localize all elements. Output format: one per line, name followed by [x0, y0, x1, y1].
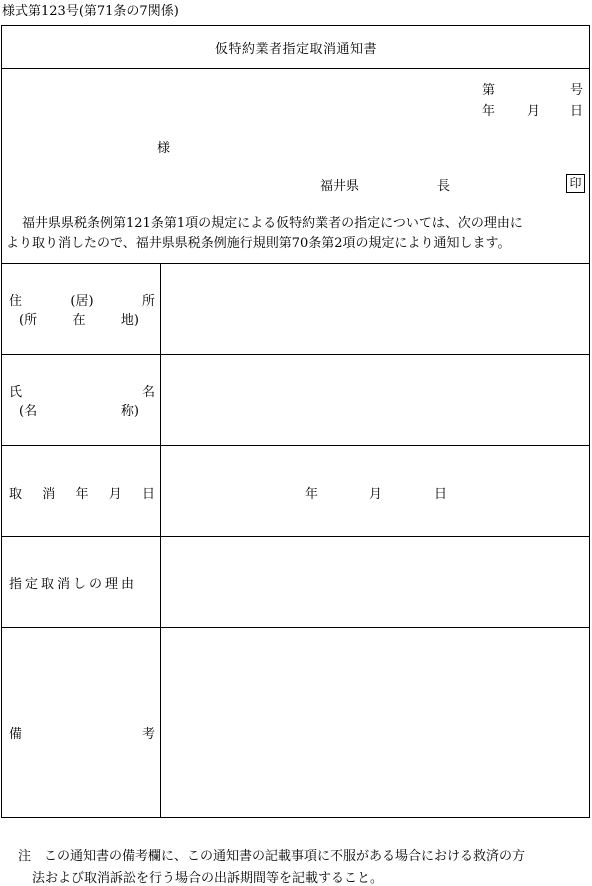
name-label-char: 名: [141, 385, 155, 400]
address-label: [9, 290, 155, 309]
note-line2: 法および取消訴訟を行う場合の出訴期間等を記載すること。: [32, 871, 384, 886]
cancel-date-month: 月: [369, 487, 383, 502]
name-sublabel-char: 称): [120, 404, 139, 419]
form-number: 様式第123号(第71条の7関係): [2, 4, 179, 19]
address-sublabel-char: (所: [19, 313, 38, 328]
cancel-date-label-char: 月: [108, 487, 122, 502]
remarks-label: [9, 723, 155, 742]
date-month-label: 月: [527, 104, 541, 119]
issuer-prefecture: 福井県: [320, 179, 360, 194]
cancel-date-label: [9, 483, 155, 502]
cancel-date-day: 日: [434, 487, 448, 502]
body-text-line2: より取り消したので、福井県県税条例施行規則第70条第2項の規定により通知します。: [6, 236, 511, 251]
note-line1: 注 この通知書の備考欄に、この通知書の記載事項に不服がある場合における救済の方: [18, 849, 526, 864]
name-label: [9, 381, 155, 400]
body-text-line1: 福井県県税条例第121条第1項の規定による仮特約業者の指定については、次の理由に: [22, 216, 523, 231]
address-label-char: 住: [9, 294, 23, 309]
header-divider: [1, 263, 590, 264]
row-divider: [1, 354, 590, 355]
title-divider: [1, 68, 590, 69]
seal-box: 印: [566, 174, 585, 193]
issuer-title: 長: [437, 179, 451, 194]
column-divider: [160, 263, 161, 818]
name-label-char: 氏: [9, 385, 23, 400]
row-divider: [1, 445, 590, 446]
form-title: 仮特約業者指定取消通知書: [214, 42, 377, 57]
cancel-date-label-char: 消: [42, 487, 56, 502]
address-label-char: 所: [141, 294, 155, 309]
cancel-date-label-char: 日: [141, 487, 155, 502]
row-divider: [1, 536, 590, 537]
addressee-suffix: 様: [157, 141, 171, 156]
row-divider: [1, 627, 590, 628]
remarks-label-char: 備: [9, 727, 23, 742]
cancel-date-year: 年: [305, 487, 319, 502]
form-frame: [1, 25, 590, 818]
number-label: 第: [482, 83, 496, 98]
date-day-label: 日: [570, 104, 584, 119]
remarks-label-char: 考: [141, 727, 155, 742]
name-sublabel: [19, 400, 139, 419]
address-label-char: (居): [70, 294, 94, 309]
address-sublabel-char: 地): [120, 313, 139, 328]
cancel-date-label-char: 取: [9, 487, 23, 502]
number-suffix: 号: [570, 83, 584, 98]
date-year-label: 年: [482, 104, 496, 119]
address-sublabel-char: 在: [72, 313, 86, 328]
reason-label: 指定取消しの理由: [9, 577, 138, 592]
address-sublabel: [19, 309, 139, 328]
name-sublabel-char: (名: [19, 404, 38, 419]
cancel-date-label-char: 年: [75, 487, 89, 502]
